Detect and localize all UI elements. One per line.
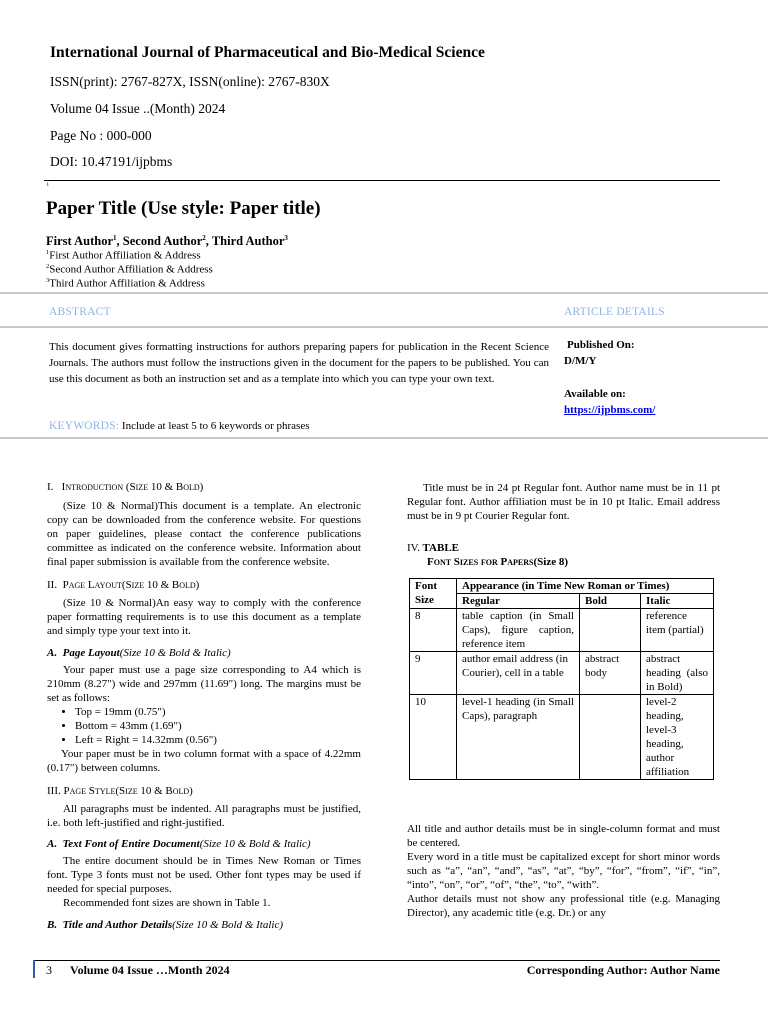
paragraph: Your paper must use a page size corresponding to A4 which is 210mm (8.27") wide and 297mm (11.69") long. The margins must be set as follows: — [47, 664, 361, 704]
affiliation — [46, 249, 201, 262]
margin-list — [47, 705, 361, 747]
section-heading — [47, 578, 361, 592]
affiliation-text: First Author Affiliation & Address — [49, 249, 201, 262]
affiliation-sup: 3 — [46, 277, 50, 284]
affiliation-text: Third Author Affiliation & Address — [49, 277, 205, 290]
paragraph: (Size 10 & Normal)An easy way to comply with the conference paper formatting requirements is to use this document as a template and simply type your text into it. — [47, 597, 361, 637]
paragraph: (Size 10 & Normal)This document is a template. An electronic copy can be downloaded from the conference website. For questions on paper guidelines, please contact the conference publications committee as indicated on the conference website. Information about final paper submission is available from the conference website. — [47, 500, 361, 568]
table-cell — [580, 695, 641, 780]
table-header-appearance: Appearance (in Time New Roman or Times) — [457, 579, 714, 594]
table-cell: abstract heading (also in Bold) — [641, 652, 714, 695]
keywords-text: Include at least 5 to 6 keywords or phrases — [121, 420, 310, 432]
right-column-bottom — [407, 822, 720, 920]
journal-link[interactable] — [564, 404, 655, 416]
author-separator: , — [116, 234, 123, 249]
page-range: Page No : 000-000 — [50, 128, 152, 143]
volume-issue: Volume 04 Issue ..(Month) 2024 — [50, 101, 226, 116]
author-name: Second Author — [122, 234, 203, 249]
abstract-heading-divider — [0, 326, 768, 328]
published-label: Published On: — [567, 339, 635, 351]
paragraph: The entire document should be in Times New Roman or Times font. Type 3 fonts must not be used. Other font types may be used if needed for special purposes. — [47, 855, 361, 895]
page-number: 3 — [46, 963, 52, 977]
section-heading — [47, 480, 361, 494]
tiny-mark: i — [47, 182, 49, 188]
table-cell: abstract body — [580, 652, 641, 695]
subsection-title: Text Font of Entire Document — [62, 838, 200, 850]
table-header-row — [410, 579, 714, 594]
table-header-italic: Italic — [641, 594, 714, 609]
author-separator: , — [205, 234, 212, 249]
issn: ISSN(print): 2767-827X, ISSN(online): 2767-830X — [50, 74, 330, 89]
journal-title: International Journal of Pharmaceutical and Bio-Medical Science — [50, 44, 485, 61]
section-title: Page Style — [63, 785, 116, 797]
section-suffix: (Size 10 & Bold) — [125, 481, 204, 493]
table-number: IV. — [407, 542, 420, 554]
paper-title: Paper Title (Use style: Paper title) — [46, 198, 321, 219]
section-number: III. — [47, 785, 61, 797]
list-item: • Left = Right = 14.32mm (0.56") — [75, 733, 361, 747]
paragraph: Your paper must be in two column format with a space of 4.22mm (0.17") between columns. — [47, 748, 361, 774]
left-column — [47, 480, 361, 932]
list-item: • Bottom = 43mm (1.69") — [75, 719, 361, 733]
keywords-label: KEYWORDS: — [49, 420, 120, 432]
author-name: Third Author — [211, 234, 285, 249]
section-suffix: (Size 10 & Bold) — [121, 579, 200, 591]
abstract-bottom-divider — [0, 437, 768, 439]
doi: DOI: 10.47191/ijpbms — [50, 154, 173, 169]
table-header-bold: Bold — [580, 594, 641, 609]
abstract-heading: ABSTRACT — [49, 306, 111, 318]
table-cell: 8 — [410, 609, 457, 652]
section-number: II. — [47, 579, 58, 591]
section-title: Page Layout — [62, 579, 122, 591]
footer-divider — [33, 960, 720, 961]
affiliation-sup: 1 — [46, 249, 50, 256]
paragraph: Author details must not show any professional title (e.g. Managing Director), any academic title (e.g. Dr.) or any — [407, 893, 720, 919]
subsection-suffix: (Size 10 & Bold & Italic) — [172, 919, 284, 931]
abstract-top-divider — [0, 292, 768, 294]
list-item: • Top = 19mm (0.75") — [75, 705, 361, 719]
subsection-label: B. — [47, 919, 58, 931]
table-cell: 10 — [410, 695, 457, 780]
author-list — [46, 234, 288, 249]
section-number: I. — [47, 481, 54, 493]
section-heading — [47, 784, 361, 798]
subsection-title: Page Layout — [62, 647, 120, 659]
table-caption-text: Font Sizes for Papers — [427, 556, 534, 568]
keywords — [49, 420, 309, 432]
font-size-table — [409, 578, 714, 780]
table-title: TABLE — [422, 542, 459, 554]
header-divider — [44, 180, 720, 181]
footer-volume: Volume 04 Issue …Month 2024 — [70, 963, 230, 977]
paragraph: Recommended font sizes are shown in Table 1. — [63, 897, 271, 909]
author-name: First Author — [46, 234, 114, 249]
table-row — [410, 609, 714, 652]
section-title: Introduction — [61, 481, 124, 493]
footer-accent-bar — [33, 960, 35, 978]
table-heading — [407, 541, 720, 555]
right-column-top — [407, 481, 720, 569]
abstract-body: This document gives formatting instructions for authors preparing papers for publication in the Recent Science Journals. The authors must follow the instructions given in the document for the papers to be published. You can use this document as both an instruction set and as a template into which you can type your own text. — [49, 341, 549, 385]
affiliation — [46, 263, 213, 276]
table-cell: 9 — [410, 652, 457, 695]
available-label: Available on: — [564, 388, 626, 400]
footer-corresponding-author: Corresponding Author: Author Name — [526, 963, 720, 977]
table-cell: level-1 heading (in Small Caps), paragraph — [457, 695, 580, 780]
author-sup: 2 — [202, 234, 206, 242]
subsection-label: A. — [47, 647, 58, 659]
table-cell: reference item (partial) — [641, 609, 714, 652]
section-suffix: (Size 10 & Bold) — [115, 785, 193, 797]
table-header-font-size: Font Size — [410, 579, 457, 609]
article-details-heading: ARTICLE DETAILS — [564, 306, 665, 318]
journal-link-text[interactable]: https://ijpbms.com/ — [564, 404, 656, 416]
paragraph: All paragraphs must be indented. All paragraphs must be justified, i.e. both left-justified and right-justified. — [47, 803, 361, 829]
author-sup: 3 — [284, 234, 288, 242]
table-cell: level-2 heading, level-3 heading, author affiliation — [641, 695, 714, 780]
subsection-suffix: (Size 10 & Bold & Italic) — [119, 647, 231, 659]
affiliation — [46, 277, 205, 290]
table-row — [410, 695, 714, 780]
subsection-heading — [47, 646, 361, 660]
table-header-regular: Regular — [457, 594, 580, 609]
affiliation-text: Second Author Affiliation & Address — [49, 263, 213, 276]
table-cell: author email address (in Courier), cell in a table — [457, 652, 580, 695]
published-value: D/M/Y — [564, 355, 597, 367]
table-caption — [407, 555, 720, 569]
table-cell — [580, 609, 641, 652]
subsection-title: Title and Author Details — [62, 919, 173, 931]
author-sup: 1 — [113, 234, 117, 242]
affiliation-sup: 2 — [46, 263, 50, 270]
subsection-heading — [47, 918, 361, 932]
subsection-label: A. — [47, 838, 58, 850]
table-caption-suffix: (Size 8) — [533, 556, 569, 568]
paragraph: Every word in a title must be capitalized except for short minor words such as “a”, “an”, “and”, “as”, “at”, “by”, “for”, “from”, “if”, “in”, “into”, “on”, “or”, “of”, “the”, “to”, “with”. — [407, 851, 720, 891]
subsection-heading — [47, 837, 361, 851]
paragraph: Title must be in 24 pt Regular font. Author name must be in 11 pt Regular font. Author affiliation must be in 10 pt Italic. Email address must be in 9 pt Courier Regular font. — [407, 482, 720, 522]
table-cell: table caption (in Small Caps), figure caption, reference item — [457, 609, 580, 652]
table-row — [410, 652, 714, 695]
paragraph: All title and author details must be in single-column format and must be centered. — [407, 823, 720, 849]
subsection-suffix: (Size 10 & Bold & Italic) — [199, 838, 311, 850]
